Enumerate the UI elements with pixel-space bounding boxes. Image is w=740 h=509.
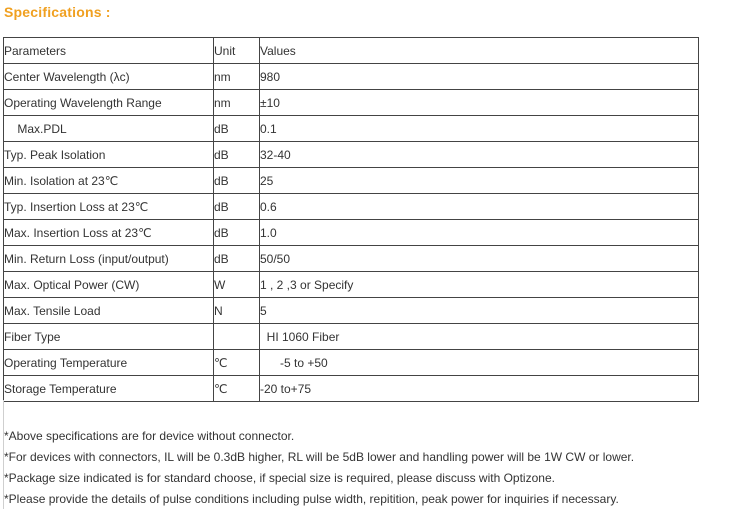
cell-unit: [214, 324, 260, 350]
cell-value: -5 to +50: [260, 350, 699, 376]
table-header-row: [4, 38, 699, 64]
cell-unit: dB: [214, 142, 260, 168]
cell-parameter: Max.PDL: [4, 116, 214, 142]
cell-unit: dB: [214, 116, 260, 142]
header-values: Values: [260, 38, 699, 64]
cell-parameter: Max. Tensile Load: [4, 298, 214, 324]
cell-parameter: Min. Return Loss (input/output): [4, 246, 214, 272]
cell-value: 32-40: [260, 142, 699, 168]
note-line: *Please provide the details of pulse conditions including pulse width, repitition, peak power for inquiries if necessary.: [4, 492, 619, 506]
cell-value: 1.0: [260, 220, 699, 246]
cell-value: 0.1: [260, 116, 699, 142]
cell-parameter: Typ. Insertion Loss at 23℃: [4, 194, 214, 220]
cell-value: 25: [260, 168, 699, 194]
table-row: [4, 376, 699, 402]
cell-value: 50/50: [260, 246, 699, 272]
cell-unit: W: [214, 272, 260, 298]
cell-value: ±10: [260, 90, 699, 116]
cell-unit: nm: [214, 90, 260, 116]
cell-parameter: Min. Isolation at 23℃: [4, 168, 214, 194]
cell-unit: nm: [214, 64, 260, 90]
note-line: *Package size indicated is for standard choose, if special size is required, please discuss with Optizone.: [4, 471, 555, 485]
table-row: [4, 142, 699, 168]
cell-parameter: Storage Temperature: [4, 376, 214, 402]
table-row: [4, 272, 699, 298]
cell-parameter: Max. Optical Power (CW): [4, 272, 214, 298]
cell-parameter: Typ. Peak Isolation: [4, 142, 214, 168]
cell-unit: ℃: [214, 376, 260, 402]
cell-parameter: Center Wavelength (λc): [4, 64, 214, 90]
cell-parameter: Fiber Type: [4, 324, 214, 350]
cell-value: -20 to+75: [260, 376, 699, 402]
cell-value: 5: [260, 298, 699, 324]
cell-unit: dB: [214, 194, 260, 220]
specifications-table: [3, 37, 699, 402]
table-row: [4, 246, 699, 272]
table-row: [4, 324, 699, 350]
note-line: *For devices with connectors, IL will be 0.3dB higher, RL will be 5dB lower and handling power will be 1W CW or lower.: [4, 450, 635, 464]
note-line: *Above specifications are for device without connector.: [4, 429, 295, 443]
table-row: [4, 298, 699, 324]
cell-parameter: Operating Temperature: [4, 350, 214, 376]
table-row: [4, 194, 699, 220]
cell-unit: dB: [214, 246, 260, 272]
cell-unit: dB: [214, 168, 260, 194]
cell-unit: N: [214, 298, 260, 324]
header-unit: Unit: [214, 38, 260, 64]
table-row: [4, 350, 699, 376]
cell-value: 1 , 2 ,3 or Specify: [260, 272, 699, 298]
table-row: [4, 116, 699, 142]
table-row: [4, 168, 699, 194]
cell-unit: ℃: [214, 350, 260, 376]
section-heading: Specifications :: [4, 4, 111, 20]
cell-parameter: Max. Insertion Loss at 23℃: [4, 220, 214, 246]
table-row: [4, 220, 699, 246]
notes-block: [4, 426, 634, 509]
cell-value: HI 1060 Fiber: [260, 324, 699, 350]
cell-unit: dB: [214, 220, 260, 246]
cell-parameter: Operating Wavelength Range: [4, 90, 214, 116]
header-parameters: Parameters: [4, 38, 214, 64]
cell-value: 0.6: [260, 194, 699, 220]
table-row: [4, 64, 699, 90]
table-row: [4, 90, 699, 116]
cell-value: 980: [260, 64, 699, 90]
